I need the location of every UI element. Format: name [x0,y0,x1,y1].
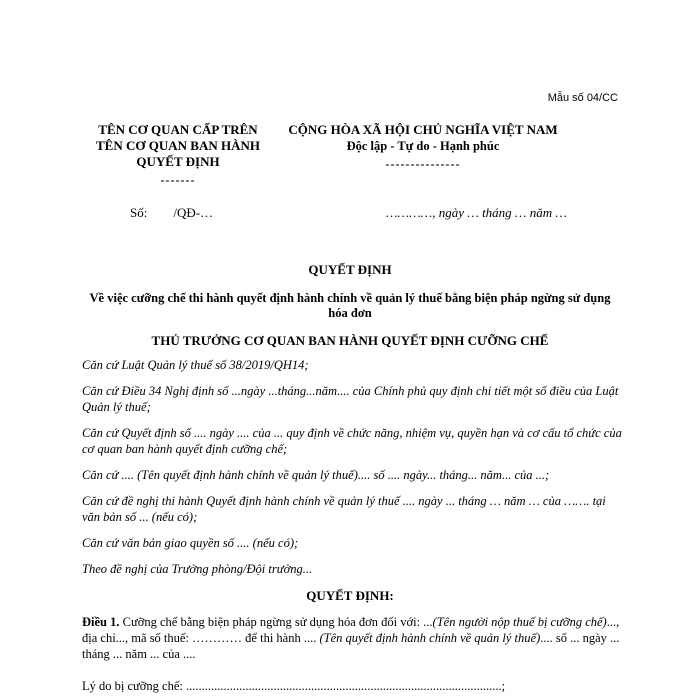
header-right-divider: --------------- [385,157,461,171]
article-1-label: Điều 1. [82,615,120,629]
form-number: Mẫu số 04/CC [547,92,618,104]
legal-basis-item: Căn cứ Điều 34 Nghị định số ...ngày ...tháng...năm.... của Chính phủ quy định chi tiết một số điều của Luật Quản lý thuế; [82,384,619,414]
decision-heading: QUYẾT ĐỊNH: [306,588,394,603]
legal-basis-item: Căn cứ đề nghị thi hành Quyết định hành chính về quản lý thuế .... ngày ... tháng … năm … của ……. tại văn bản số ... (nếu có); [82,494,606,524]
header-left-divider: ------- [160,173,196,187]
place-date-line: …………, ngày … tháng … năm … [386,205,567,220]
issuing-agency-name: TÊN CƠ QUAN BAN HÀNH [96,138,260,153]
decision-number-label: Số: [130,205,148,220]
document-title: QUYẾT ĐỊNH [308,262,392,277]
decision-number [130,205,213,221]
legal-basis-item: Theo đề nghị của Trưởng phòng/Đội trưởng... [82,562,313,576]
article-1-text: Cưỡng chế bằng biện pháp ngừng sử dụng hóa đơn đối với: ... [119,615,433,629]
legal-basis-item: Căn cứ Quyết định số .... ngày .... của ... quy định về chức năng, nhiệm vụ, quyền hạn và cơ cấu tổ chức của cơ quan ban hành quyết định cưỡng chế; [82,426,622,456]
document-subject: Về việc cưỡng chế thi hành quyết định hành chính về quản lý thuế bằng biện pháp ngừng sử dụng hóa đơn [89,291,611,320]
decision-name-placeholder: (Tên quyết định hành chính về quản lý thuế) [319,631,541,645]
decision-number-value: /QĐ-… [173,205,214,220]
national-motto: Độc lập - Tự do - Hạnh phúc [346,139,500,153]
superior-agency-name: TÊN CƠ QUAN CẤP TRÊN [98,122,258,137]
issuing-authority-title: THỦ TRƯỞNG CƠ QUAN BAN HÀNH QUYẾT ĐỊNH CƯỠNG CHẾ [151,333,549,348]
article-1-text: ..., địa chỉ..., mã số thuế: ………… để thi hành .... [82,615,620,645]
enforcement-reason-line: Lý do bị cưỡng chế: .....................................................................................................; [82,679,506,693]
legal-basis-item: Căn cứ Luật Quản lý thuế số 38/2019/QH14; [82,358,309,372]
country-name: CỘNG HÒA XÃ HỘI CHỦ NGHĨA VIỆT NAM [288,122,558,137]
article-1 [82,614,622,662]
taxpayer-placeholder: (Tên người nộp thuế bị cưỡng chế) [432,615,607,629]
legal-basis-list [82,357,622,587]
article-1-text: .... số ... ngày ... tháng ... năm ... của .... [82,631,620,661]
national-header [278,122,568,172]
issuing-agency-header [64,122,292,188]
legal-basis-item: Căn cứ .... (Tên quyết định hành chính về quản lý thuế).... số .... ngày... tháng... năm... của ...; [82,468,550,482]
legal-basis-item: Căn cứ văn bản giao quyền số .... (nếu có); [82,536,299,550]
issuing-agency-name-cont: QUYẾT ĐỊNH [136,154,220,169]
